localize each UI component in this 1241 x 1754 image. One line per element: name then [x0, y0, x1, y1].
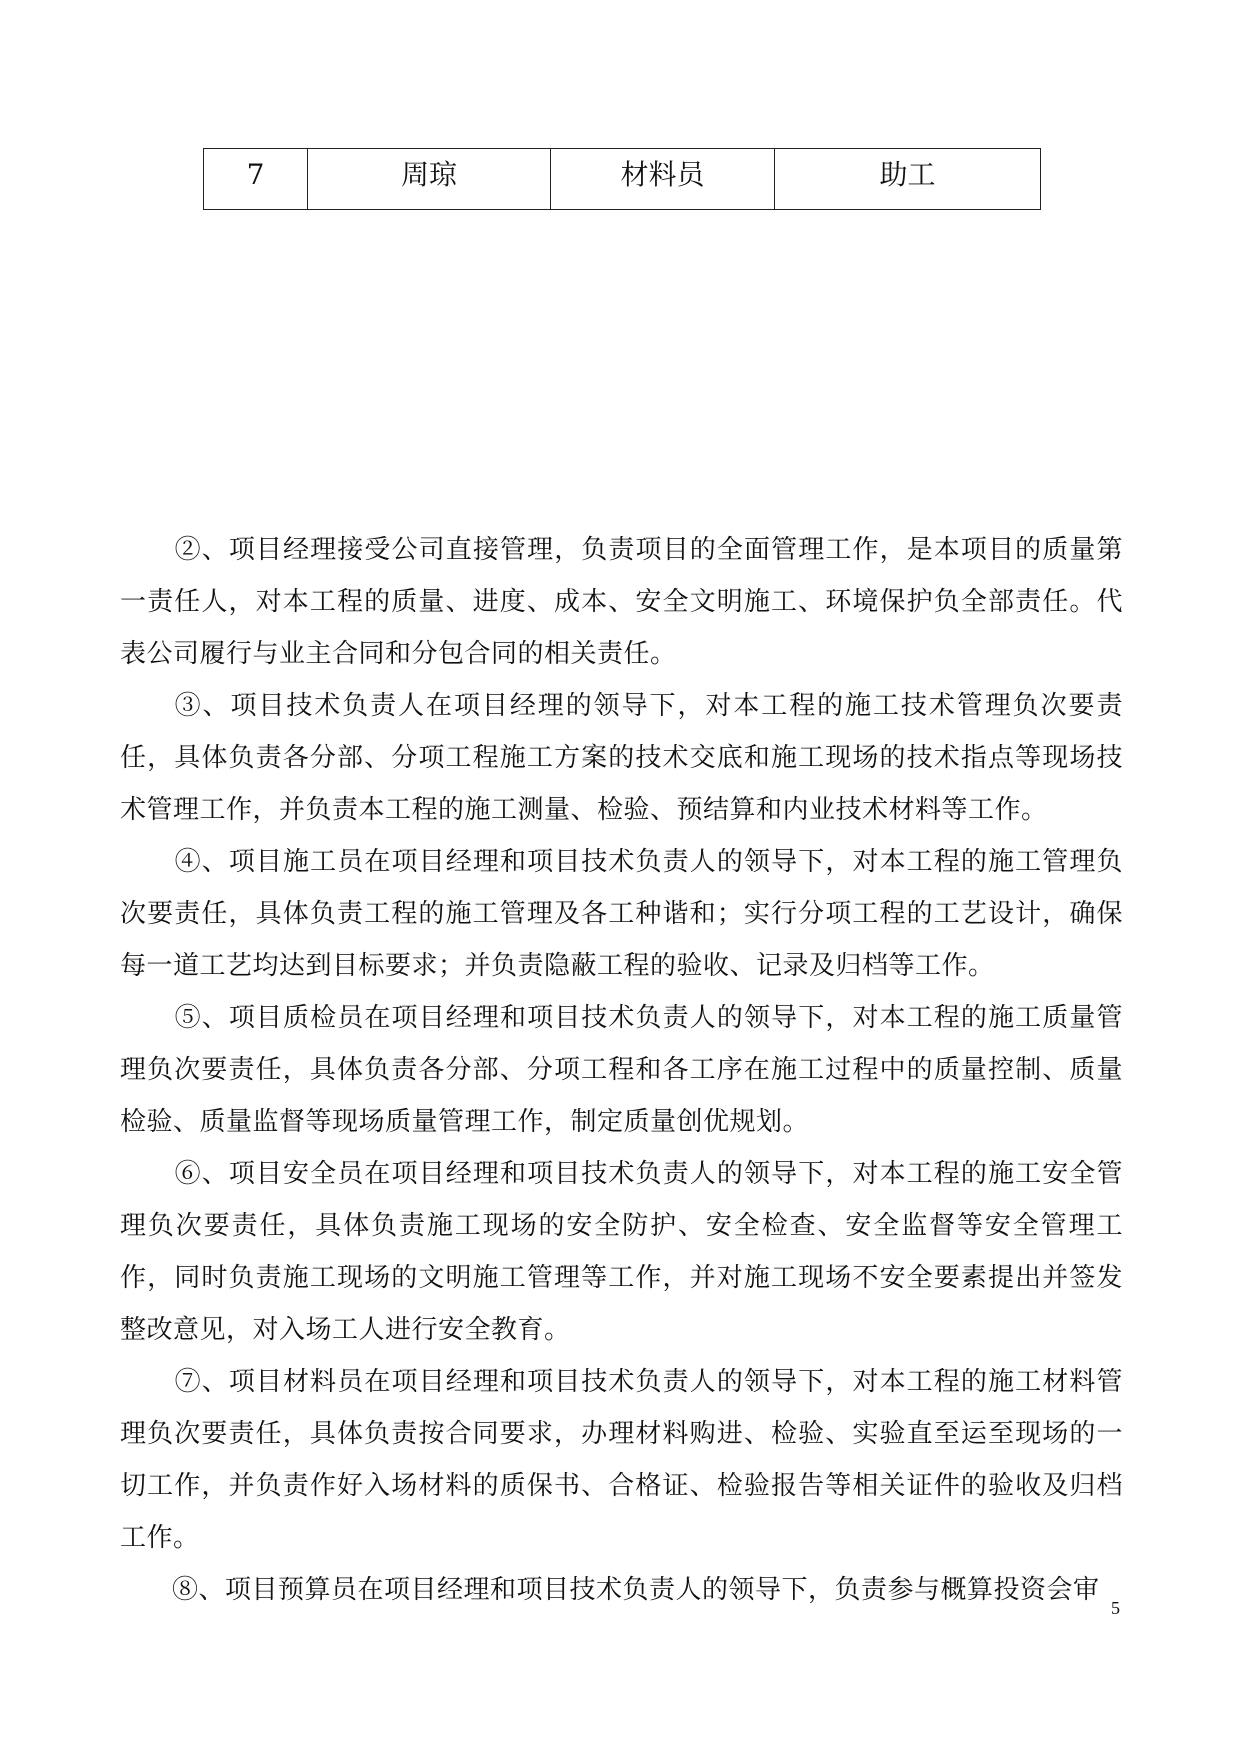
paragraph-quality-inspector: ⑤、项目质检员在项目经理和项目技术负责人的领导下，对本工程的施工质量管理负次要责任，具体负责各分部、分项工程和各工序在施工过程中的质量控制、质量检验、质量监督等现场质量管理工作，制定质量创优规划。 — [120, 1003, 1123, 1137]
paragraph-construction-officer: ④、项目施工员在项目经理和项目技术负责人的领导下，对本工程的施工管理负次要责任，具体负责工程的施工管理及各工种谐和；实行分项工程的工艺设计，确保每一道工艺均达到目标要求；并负责隐蔽工程的验收、记录及归档等工作。 — [120, 847, 1123, 981]
page-number: 5 — [1111, 1598, 1120, 1618]
cell-position: 材料员 — [551, 149, 775, 210]
paragraph-materials-officer: ⑦、项目材料员在项目经理和项目技术负责人的领导下，对本工程的施工材料管理负次要责任，具体负责按合同要求，办理材料购进、检验、实验直至运至现场的一切工作，并负责作好入场材料的质保书、合格证、检验报告等相关证件的验收及归档工作。 — [120, 1367, 1123, 1553]
cell-index: 7 — [204, 149, 308, 210]
paragraph-safety-officer: ⑥、项目安全员在项目经理和项目技术负责人的领导下，对本工程的施工安全管理负次要责任，具体负责施工现场的安全防护、安全检查、安全监督等安全管理工作，同时负责施工现场的文明施工管理等工作，并对施工现场不安全要素提出并签发整改意见，对入场工人进行安全教育。 — [120, 1159, 1123, 1345]
paragraph-project-manager: ②、项目经理接受公司直接管理，负责项目的全面管理工作，是本项目的质量第一责任人，对本工程的质量、进度、成本、安全文明施工、环境保护负全部责任。代表公司履行与业主合同和分包合同的相关责任。 — [120, 535, 1123, 669]
table-row — [204, 149, 1041, 210]
body-text — [120, 524, 1123, 1616]
cell-title: 助工 — [775, 149, 1041, 210]
paragraph-technical-lead: ③、项目技术负责人在项目经理的领导下，对本工程的施工技术管理负次要责任，具体负责各分部、分项工程施工方案的技术交底和施工现场的技术指点等现场技术管理工作，并负责本工程的施工测量、检验、预结算和内业技术材料等工作。 — [120, 691, 1123, 825]
cell-name: 周琼 — [308, 149, 551, 210]
staff-table — [203, 148, 1041, 210]
paragraph-budget-officer: ⑧、项目预算员在项目经理和项目技术负责人的领导下，负责参与概算投资会审 — [172, 1575, 1100, 1605]
